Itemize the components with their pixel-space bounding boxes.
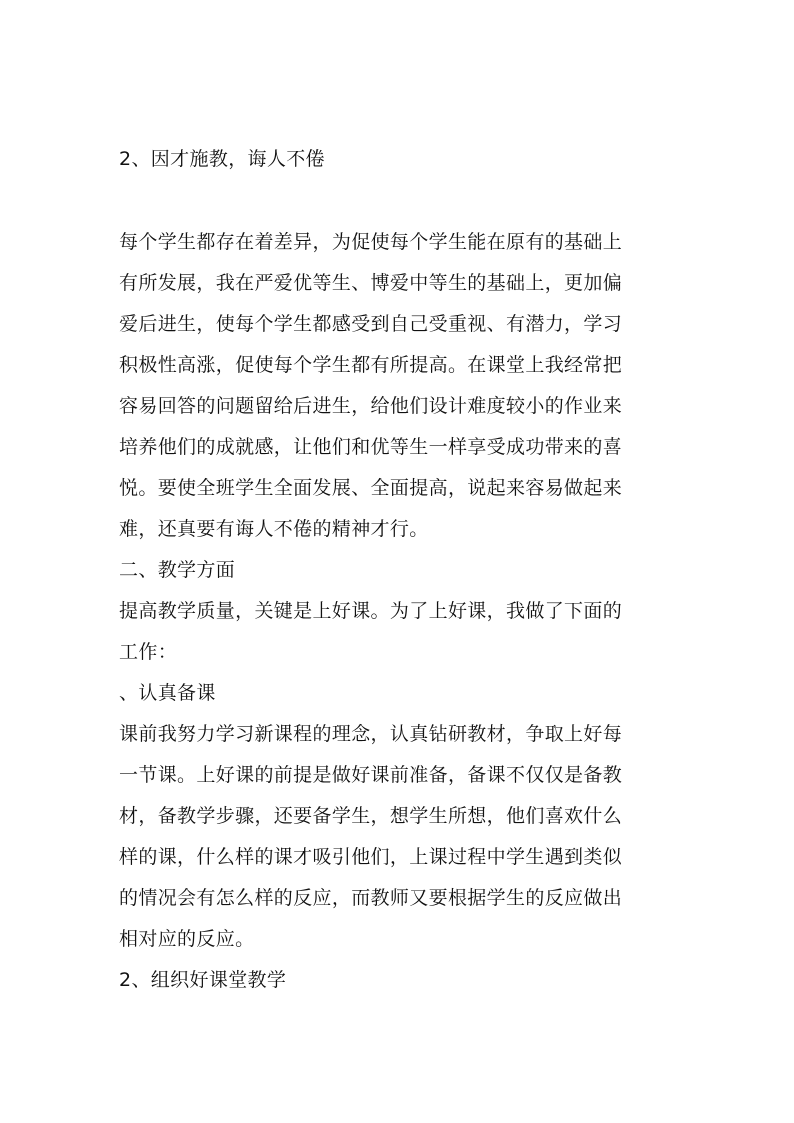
paragraph-line: 难，还真要有诲人不倦的精神才行。	[119, 518, 429, 540]
paragraph-line: 培养他们的成就感，让他们和优等生一样享受成功带来的喜	[119, 436, 623, 458]
paragraph-line: 容易回答的问题留给后进生，给他们设计难度较小的作业来	[119, 395, 623, 417]
paragraph-line: 有所发展，我在严爱优等生、博爱中等生的基础上，更加偏	[119, 272, 623, 294]
subsection-heading-classroom: 2、组织好课堂教学	[119, 969, 287, 991]
section-heading-teach-by-aptitude: 2、因才施教，诲人不倦	[119, 148, 325, 170]
paragraph-line: 工作：	[119, 641, 178, 663]
paragraph-line: 课前我努力学习新课程的理念，认真钻研教材，争取上好每	[119, 723, 623, 745]
paragraph-line: 悦。要使全班学生全面发展、全面提高，说起来容易做起来	[119, 477, 623, 499]
paragraph-line: 一节课。上好课的前提是做好课前准备，备课不仅仅是备教	[119, 764, 623, 786]
section-heading-teaching: 二、教学方面	[119, 559, 236, 581]
paragraph-line: 爱后进生，使每个学生都感受到自己受重视、有潜力，学习	[119, 313, 623, 335]
paragraph-line: 的情况会有怎么样的反应，而教师又要根据学生的反应做出	[119, 887, 623, 909]
paragraph-line: 提高教学质量，关键是上好课。为了上好课，我做了下面的	[119, 600, 623, 622]
paragraph-line: 相对应的反应。	[119, 928, 255, 950]
paragraph-line: 样的课，什么样的课才吸引他们，上课过程中学生遇到类似	[119, 846, 623, 868]
paragraph-line: 每个学生都存在着差异，为促使每个学生能在原有的基础上	[119, 231, 623, 253]
paragraph-line: 积极性高涨，促使每个学生都有所提高。在课堂上我经常把	[119, 354, 623, 376]
paragraph-line: 材，备教学步骤，还要备学生，想学生所想，他们喜欢什么	[119, 805, 623, 827]
subsection-heading-lesson-prep: 、认真备课	[119, 682, 216, 704]
